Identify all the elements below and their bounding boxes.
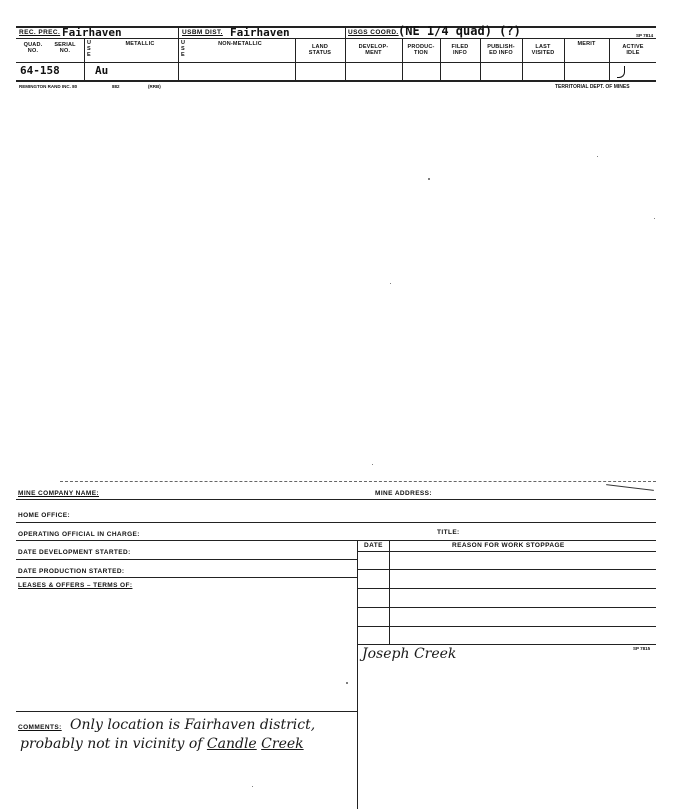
col-active-idle: ACTIVE IDLE [622, 44, 644, 56]
date-development-label: DATE DEVELOPMENT STARTED: [18, 549, 131, 556]
scan-speck [372, 464, 373, 465]
cdiv-dev [345, 38, 346, 80]
pen-stroke-top-right [606, 484, 654, 491]
rule-bottom [16, 80, 656, 82]
col-production: PRODUC- TION [407, 44, 435, 56]
metallic-value: Au [95, 64, 109, 77]
active-check-mark [617, 66, 625, 78]
usgs-coord-value: (NE 1/4 quad) (?) [398, 24, 521, 38]
back-form-no: SP 7815 [633, 646, 651, 651]
comments-candle: Candle [206, 736, 257, 752]
stoppage-row-5 [357, 626, 656, 627]
printer-code-2: (RRB) [148, 84, 161, 89]
rule-comments-top [16, 711, 357, 712]
home-office-label: HOME OFFICE: [18, 512, 71, 519]
col-filed-info: FILED INFO [451, 44, 469, 56]
quad-serial-value: 64-158 [20, 64, 60, 77]
scan-speck [252, 786, 253, 787]
table-date-divider [389, 540, 390, 644]
col-non-metallic: NON-METALLIC [218, 41, 262, 47]
rule-colhead [16, 62, 656, 63]
rule-mine [16, 499, 656, 500]
rule-home [16, 522, 656, 523]
hdiv-1 [178, 26, 179, 38]
cdiv-land [295, 38, 296, 80]
front-form-no: SP 7814 [636, 33, 654, 38]
rule-date-dev [16, 559, 357, 560]
title-label: TITLE: [437, 529, 460, 536]
col-merit: MERIT [577, 41, 596, 47]
hdiv-2 [345, 26, 346, 38]
col-quad: QUAD. NO. [23, 42, 43, 54]
operating-official-label: OPERATING OFFICIAL IN CHARGE: [18, 531, 140, 538]
col-metallic: METALLIC [125, 41, 155, 47]
col-land-status: LAND STATUS [308, 44, 332, 56]
scan-speck [346, 682, 348, 684]
usgs-coord-label: USGS COORD. [348, 29, 399, 36]
mine-address-label: MINE ADDRESS: [375, 490, 432, 497]
date-col-label: DATE [364, 542, 383, 549]
comments-line-1: Only location is Fairhaven district, [70, 717, 316, 733]
scan-speck [428, 178, 430, 180]
reason-col-label: REASON FOR WORK STOPPAGE [452, 542, 565, 549]
printer-code: 882 [112, 84, 120, 89]
comments-line-2-text: probably not in vicinity of [20, 736, 203, 752]
printer-imprint: REMINGTON RAND INC. 80 [19, 84, 78, 89]
rule-date-prod [16, 577, 357, 578]
col-serial: SERIAL NO. [54, 42, 76, 54]
comments-line-2 [20, 735, 304, 753]
cdiv-quad [84, 38, 85, 80]
col-published-info: PUBLISH- ED INFO [487, 44, 515, 56]
cdiv-metal [178, 38, 179, 80]
stoppage-row-6 [357, 644, 656, 645]
department-imprint: TERRITORIAL DEPT. OF MINES [555, 84, 630, 90]
leases-label: LEASES & OFFERS – TERMS OF: [18, 582, 133, 589]
mine-company-label: MINE COMPANY NAME: [18, 490, 99, 497]
location-note: Joseph Creek [362, 646, 457, 662]
col-use-1: U S E [87, 40, 92, 58]
date-production-label: DATE PRODUCTION STARTED: [18, 568, 125, 575]
stoppage-row-4 [357, 607, 656, 608]
col-development: DEVELOP- MENT [358, 44, 389, 56]
scan-speck [390, 283, 391, 284]
comments-label: COMMENTS: [18, 724, 62, 731]
back-top-edge [60, 481, 656, 482]
table-left-border [357, 540, 358, 809]
stoppage-row-1 [357, 551, 656, 552]
scan-speck [654, 218, 655, 219]
usbm-dist-value: Fairhaven [230, 26, 290, 39]
rec-prec-label: REC. PREC. [19, 29, 61, 36]
rule-official [16, 540, 656, 541]
stoppage-row-2 [357, 569, 656, 570]
col-last-visited: LAST VISITED [531, 44, 555, 56]
comments-creek: Creek [261, 736, 304, 752]
scan-speck [597, 156, 598, 157]
stoppage-row-3 [357, 588, 656, 589]
col-use-2: U S E [181, 40, 186, 58]
rec-prec-value: Fairhaven [62, 26, 122, 39]
usbm-dist-label: USBM DIST. [182, 29, 223, 36]
